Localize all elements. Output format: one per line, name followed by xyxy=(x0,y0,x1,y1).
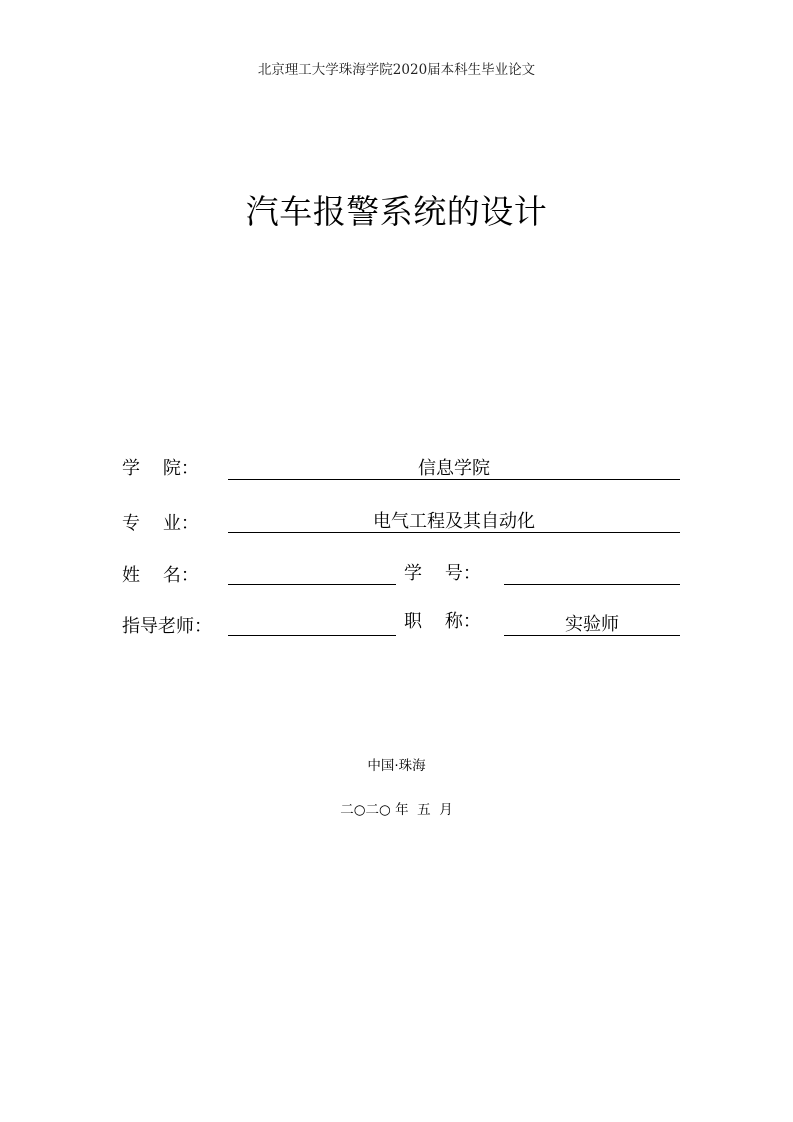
major-value: 电气工程及其自动化 xyxy=(373,511,535,532)
advisor-underline xyxy=(228,635,396,636)
major-label: 专 业： xyxy=(122,513,199,534)
college-value: 信息学院 xyxy=(418,458,490,479)
student-id-underline xyxy=(504,584,680,585)
student-id-label: 学 号： xyxy=(404,563,481,584)
professional-title-underline xyxy=(504,635,680,636)
advisor-label: 指导老师： xyxy=(122,616,212,637)
major-underline xyxy=(228,532,680,533)
thesis-title: 汽车报警系统的设计 xyxy=(245,192,548,231)
college-underline xyxy=(228,479,680,480)
page-header: 北京理工大学珠海学院2020届本科生毕业论文 xyxy=(257,62,536,78)
professional-title-label: 职 称： xyxy=(404,611,481,632)
name-label: 姓 名： xyxy=(122,565,199,586)
name-underline xyxy=(228,584,396,585)
location-text: 中国·珠海 xyxy=(367,758,426,774)
date-text: 二○二○ 年 五 月 xyxy=(340,802,453,818)
college-label: 学 院： xyxy=(122,458,199,479)
professional-title-value: 实验师 xyxy=(565,614,619,635)
